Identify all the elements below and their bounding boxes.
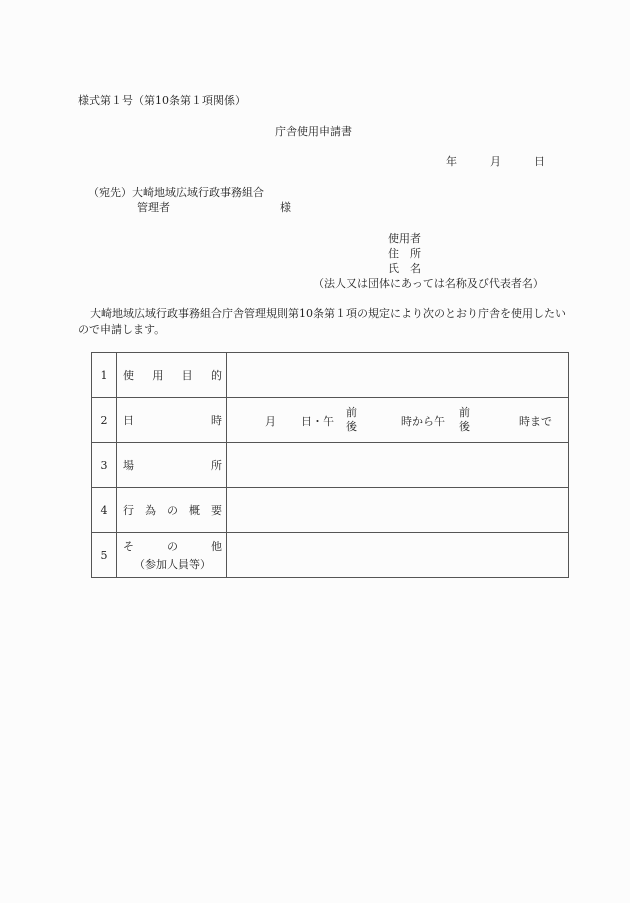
- label-char: 他: [211, 540, 222, 553]
- row-number: 5: [92, 533, 117, 578]
- datetime-field[interactable]: [227, 398, 569, 443]
- addressee-org: 大崎地域広域行政事務組合: [132, 186, 264, 199]
- row-label-place: [117, 443, 227, 488]
- addressee-role: 管理者: [137, 201, 170, 214]
- applicant-heading: 使用者: [388, 232, 421, 245]
- label-char: 的: [210, 369, 222, 382]
- activity-field[interactable]: [227, 488, 569, 533]
- table-row: [92, 488, 569, 533]
- table-row: [92, 353, 569, 398]
- applicant-address-label: 住 所: [388, 247, 421, 260]
- dt-from: 時から午: [401, 415, 445, 428]
- dt-until: 時まで: [519, 415, 552, 428]
- row-label-purpose: [117, 353, 227, 398]
- dt-day-noon: 日・午: [301, 415, 334, 428]
- dt-pm-1: 後: [346, 420, 357, 433]
- row-number: 4: [92, 488, 117, 533]
- label-char: 概: [189, 504, 200, 517]
- label-char: 時: [211, 414, 222, 427]
- applicant-name-label: 氏 名: [388, 262, 421, 275]
- label-char: 目: [181, 369, 193, 382]
- date-line: [446, 155, 545, 169]
- label-char: 使: [123, 369, 134, 382]
- applicant-note: （法人又は団体にあっては名称及び代表者名）: [313, 277, 544, 290]
- addressee-line: [88, 186, 264, 200]
- dt-am-1: 前: [346, 406, 357, 419]
- place-field[interactable]: [227, 443, 569, 488]
- label-char: 行: [123, 504, 134, 517]
- label-char: 為: [145, 504, 156, 517]
- dt-month: 月: [265, 415, 276, 428]
- row-sublabel: （参加人員等）: [134, 558, 211, 571]
- application-table: [91, 352, 569, 578]
- row-number: 2: [92, 398, 117, 443]
- row-label-datetime: [117, 398, 227, 443]
- table-row: [92, 533, 569, 578]
- addressee-prefix: （宛先）: [88, 186, 132, 199]
- addressee-honorific: 様: [280, 201, 291, 214]
- label-char: 日: [123, 414, 134, 427]
- label-char: 所: [211, 459, 222, 472]
- dt-am-2: 前: [459, 406, 470, 419]
- year-label: 年: [446, 155, 457, 168]
- row-label-activity: [117, 488, 227, 533]
- label-char: 場: [123, 459, 134, 472]
- table-row: [92, 443, 569, 488]
- row-label-other: [117, 533, 227, 578]
- dt-pm-2: 後: [459, 420, 470, 433]
- table-row: [92, 398, 569, 443]
- purpose-field[interactable]: [227, 353, 569, 398]
- row-number: 3: [92, 443, 117, 488]
- row-number: 1: [92, 353, 117, 398]
- label-char: の: [167, 540, 178, 553]
- label-char: 要: [211, 504, 222, 517]
- form-number: 様式第１号（第10条第１項関係）: [78, 94, 246, 107]
- other-field[interactable]: [227, 533, 569, 578]
- label-char: そ: [123, 540, 134, 553]
- application-statement: 大崎地域広域行政事務組合庁舎管理規則第10条第１項の規定により次のとおり庁舎を使用したいので申請します。: [78, 307, 566, 336]
- month-label: 月: [490, 155, 501, 168]
- document-title: 庁舎使用申請書: [275, 125, 352, 138]
- day-label: 日: [534, 155, 545, 168]
- label-char: 用: [152, 369, 164, 382]
- label-char: の: [167, 504, 178, 517]
